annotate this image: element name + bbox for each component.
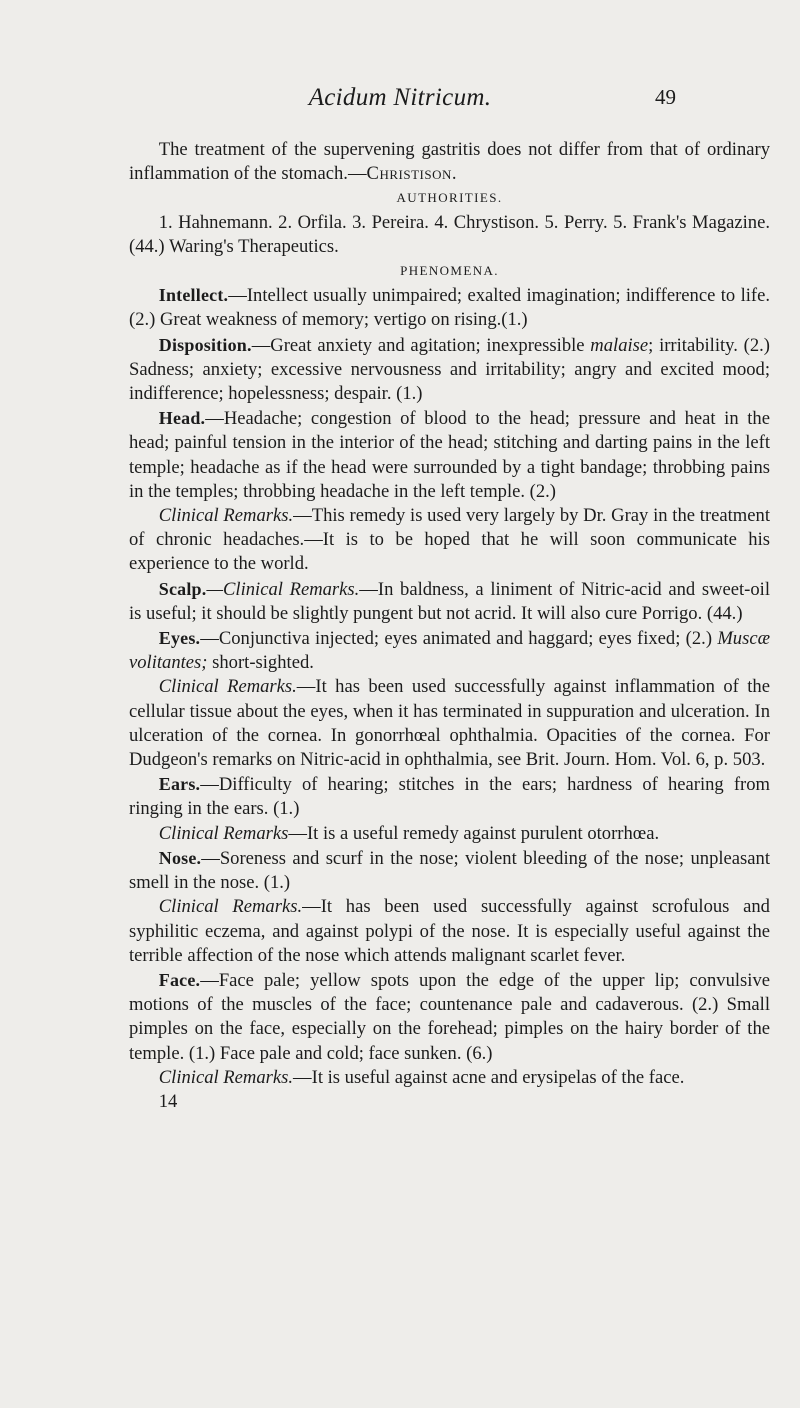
eyes-label: Eyes. bbox=[158, 628, 201, 649]
eyes-remark-text: —It has been used successfully against inflammation of the cellular tissue about the eyes, when it has terminated in suppuration and ulceration. In ulceration of the cornea. In gonorrhœal ophthalmia. Opacities of the cornea. For Dudgeon's remarks on Nitric-acid in ophthalmia, see Brit. Journ. Hom. Vol. 6, p. 503. bbox=[129, 676, 770, 771]
head-clinical-remarks bbox=[129, 504, 770, 577]
nose-text: —Soreness and scurf in the nose; violent bleeding of the nose; unpleasant smell in the nose. (1.) bbox=[129, 847, 770, 894]
face-clinical-remarks bbox=[129, 1066, 770, 1090]
page-number: 49 bbox=[655, 85, 676, 109]
disposition-text-before: —Great anxiety and agitation; inexpressible bbox=[251, 334, 591, 356]
eyes-text-after: short-sighted. bbox=[207, 652, 314, 674]
section-ears bbox=[129, 772, 770, 821]
face-label: Face. bbox=[158, 969, 201, 990]
scalp-remark-text: —In baldness, a liniment of Nitric-acid and sweet-oil is useful; it should be slightly pungent but not acrid. It will also cure Porrigo. (44.) bbox=[129, 578, 770, 624]
nose-clinical-remarks bbox=[129, 895, 770, 968]
head-remark-text: —This remedy is used very largely by Dr. Gray in the treatment of chronic headaches.—It is to be hoped that he will soon communicate his experience to the world. bbox=[129, 505, 770, 575]
nose-label: Nose. bbox=[158, 847, 202, 868]
ears-remark-label: Clinical Remarks bbox=[158, 822, 289, 844]
section-nose bbox=[129, 846, 770, 895]
section-disposition bbox=[129, 333, 770, 407]
nose-remark-label: Clinical Remarks. bbox=[158, 896, 303, 918]
scalp-label: Scalp. bbox=[158, 578, 207, 599]
scalp-remark-label: —Clinical Remarks. bbox=[206, 578, 360, 600]
nose-remark-text: —It has been used successfully against scrofulous and syphilitic eczema, and against polypi of the nose. It is especially useful against the terrible affection of the nose which attends malignant scarlet fever. bbox=[129, 896, 770, 966]
disposition-text-after: ; irritability. (2.) Sadness; anxiety; excessive nervousness and irritability; angry and excited mood; indifference; hopelessness; despair. (1.) bbox=[129, 334, 770, 405]
ears-remark-text: —It is a useful remedy against purulent otorrhœa. bbox=[288, 822, 660, 844]
disposition-label: Disposition. bbox=[158, 334, 252, 355]
eyes-italic: Muscæ volitantes; bbox=[129, 628, 770, 674]
ears-text: —Difficulty of hearing; stitches in the ears; hardness of hearing from ringing in the ears. (1.) bbox=[129, 774, 770, 820]
intellect-label: Intellect. bbox=[158, 285, 229, 306]
head-text: —Headache; congestion of blood to the head; pressure and heat in the head; painful tension in the interior of the head; stitching and darting pains in the left temple; headache as if the head were surrounded by a tight bandage; throbbing pains in the temples; throbbing headache in the left temple. (2.) bbox=[129, 408, 770, 502]
intro-attribution: Christison. bbox=[366, 163, 457, 185]
disposition-italic: malaise bbox=[590, 334, 649, 356]
face-remark-label: Clinical Remarks. bbox=[158, 1066, 294, 1088]
face-text: —Face pale; yellow spots upon the edge of the upper lip; convulsive motions of the muscles of the face; countenance pale and cadaverous. (2.) Small pimples on the face, especially on the forehead; pimples on the hairy border of the temple. (1.) Face pale and cold; face sunken. (6.) bbox=[129, 969, 770, 1064]
section-face bbox=[129, 968, 770, 1066]
authorities-heading: AUTHORITIES. bbox=[396, 190, 503, 206]
eyes-remark-label: Clinical Remarks. bbox=[158, 676, 297, 698]
section-head bbox=[129, 406, 770, 504]
intro-text: The treatment of the supervening gastritis does not differ from that of ordinary inflammation of the stomach.— bbox=[129, 139, 770, 185]
page-header bbox=[0, 84, 800, 124]
phenomena-heading: PHENOMENA. bbox=[400, 263, 499, 279]
head-label: Head. bbox=[158, 408, 206, 429]
signature-mark: 14 bbox=[158, 1090, 178, 1112]
section-eyes bbox=[129, 626, 770, 675]
eyes-text-before: —Conjunctiva injected; eyes animated and haggard; eyes fixed; (2.) bbox=[200, 628, 718, 650]
running-title: Acidum Nitricum. bbox=[308, 84, 492, 111]
intro-paragraph bbox=[129, 138, 770, 186]
head-remark-label: Clinical Remarks. bbox=[158, 505, 294, 527]
ears-clinical-remarks bbox=[129, 822, 770, 846]
intellect-text: —Intellect usually unimpaired; exalted imagination; indifference to life. (2.) Great weakness of memory; vertigo on rising.(1.) bbox=[129, 285, 770, 331]
section-intellect bbox=[129, 283, 770, 332]
eyes-clinical-remarks bbox=[129, 675, 770, 772]
ears-label: Ears. bbox=[158, 774, 201, 795]
authorities-list: 1. Hahnemann. 2. Orfila. 3. Pereira. 4. Chrystison. 5. Perry. 5. Frank's Magazine. (44.) Waring's Therapeutics. bbox=[129, 211, 770, 257]
face-remark-text: —It is useful against acne and erysipelas of the face. bbox=[293, 1066, 685, 1088]
section-scalp bbox=[129, 577, 770, 626]
page-body bbox=[129, 138, 770, 1114]
